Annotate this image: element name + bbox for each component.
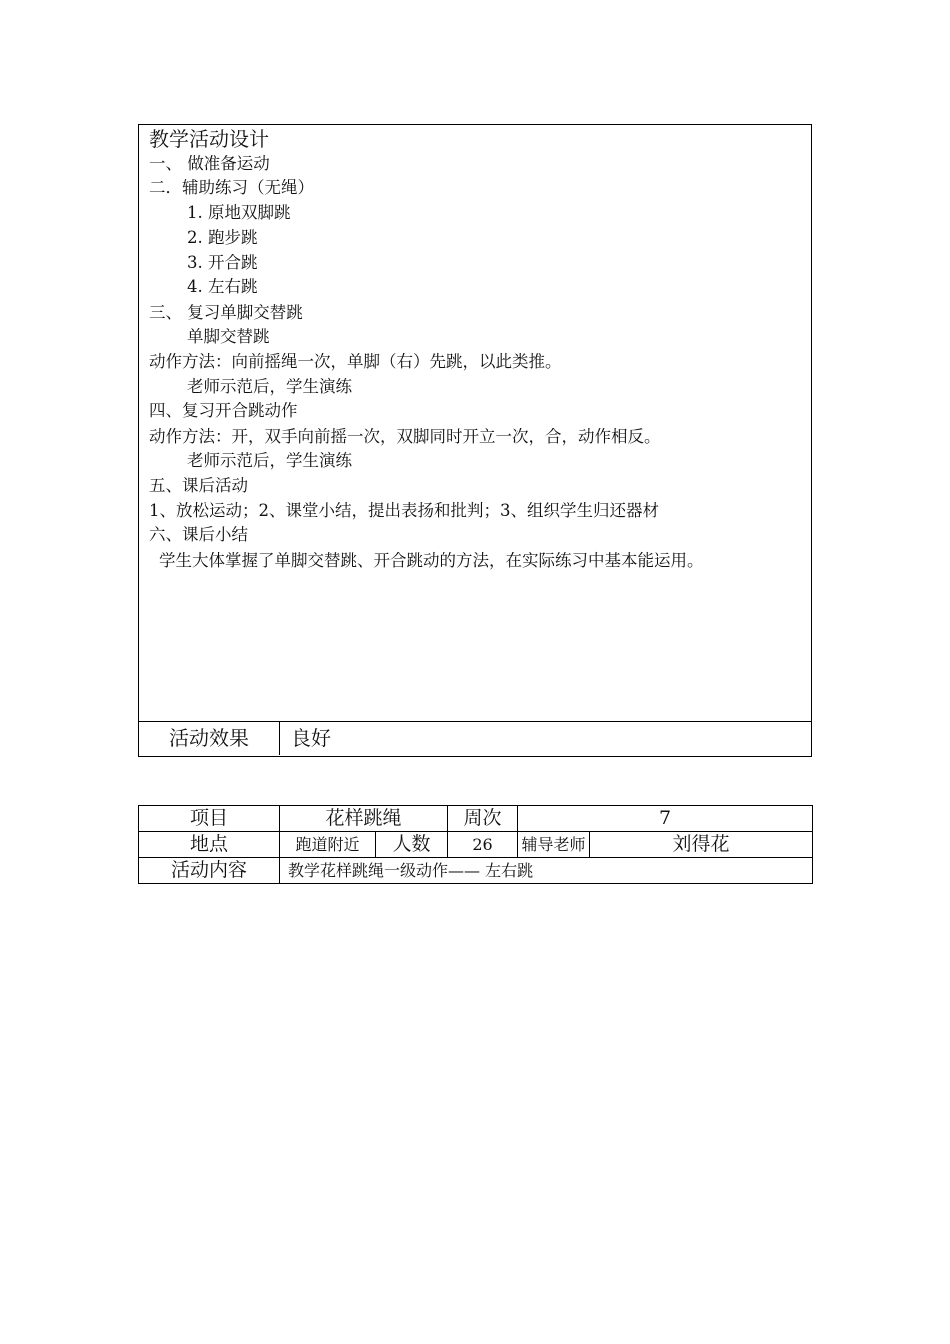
item-value: 花样跳绳 [280, 806, 448, 832]
effect-row [139, 721, 811, 756]
design-line: 单脚交替跳 [187, 327, 270, 346]
activity-info-table [138, 805, 813, 884]
design-line: 二．辅助练习（无绳） [149, 178, 314, 197]
content-value: 教学花样跳绳一级动作—— 左右跳 [280, 858, 813, 884]
design-line: 动作方法：向前摇绳一次，单脚（右）先跳，以此类推。 [149, 352, 562, 371]
design-line: 1. 原地双脚跳 [187, 203, 291, 222]
count-value: 26 [448, 832, 518, 858]
table-row [139, 806, 813, 832]
content-label: 活动内容 [139, 858, 280, 884]
design-line: 1、放松运动；2、课堂小结，提出表扬和批判；3、组织学生归还器材 [149, 501, 659, 520]
place-value: 跑道附近 [280, 832, 376, 858]
teacher-label: 辅导老师 [518, 832, 590, 858]
table-row [139, 858, 813, 884]
effect-label: 活动效果 [139, 722, 280, 755]
design-line: 3. 开合跳 [187, 253, 258, 272]
design-line: 4. 左右跳 [187, 277, 258, 296]
design-line: 三、 复习单脚交替跳 [149, 303, 303, 322]
week-value: 7 [518, 806, 813, 832]
design-line: 学生大体掌握了单脚交替跳、开合跳动的方法，在实际练习中基本能运用。 [159, 551, 704, 570]
design-line: 六、课后小结 [149, 525, 248, 544]
count-label: 人数 [376, 832, 448, 858]
design-line: 五、课后活动 [149, 476, 248, 495]
teacher-value: 刘得花 [590, 832, 813, 858]
table-row [139, 832, 813, 858]
place-label: 地点 [139, 832, 280, 858]
design-line: 四、复习开合跳动作 [149, 401, 298, 420]
item-label: 项目 [139, 806, 280, 832]
design-line: 2. 跑步跳 [187, 228, 258, 247]
design-line: 动作方法：开，双手向前摇一次，双脚同时开立一次，合，动作相反。 [149, 427, 661, 446]
design-line: 老师示范后，学生演练 [187, 451, 352, 470]
design-line: 老师示范后，学生演练 [187, 377, 352, 396]
effect-value: 良好 [291, 726, 331, 750]
week-label: 周次 [448, 806, 518, 832]
activity-design-box [138, 124, 812, 757]
design-title: 教学活动设计 [149, 127, 269, 151]
design-line: 一、 做准备运动 [149, 154, 270, 173]
